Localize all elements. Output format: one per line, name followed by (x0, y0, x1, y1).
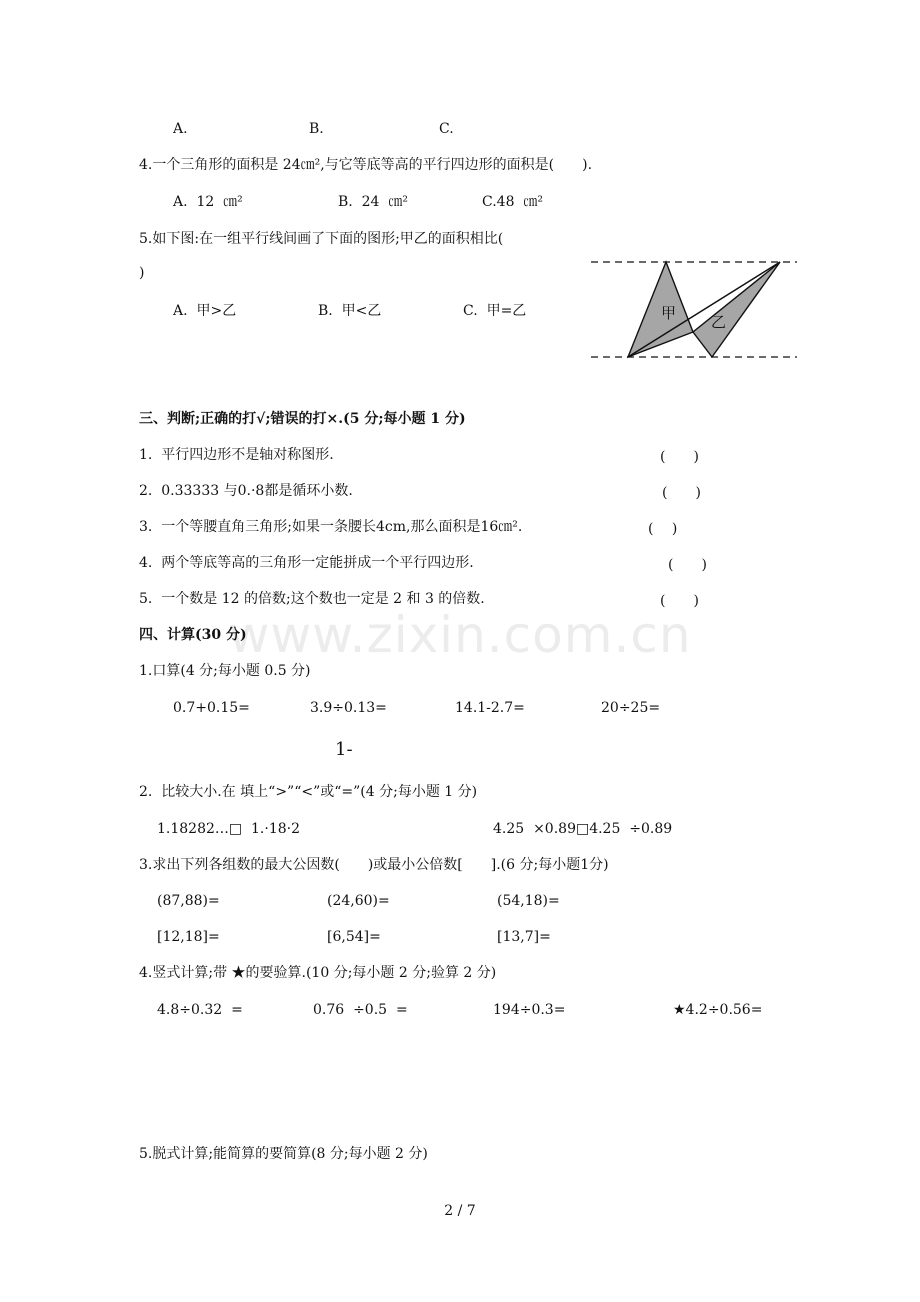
judge-answer-4[interactable]: ( ) (668, 557, 707, 573)
lcm-item: [6,54]= (327, 929, 381, 945)
section-3-title: 三、判断;正确的打√;错误的打×.(5 分;每小题 1 分) (139, 411, 466, 427)
mental-calc-item: 3.9÷0.13= (310, 700, 387, 716)
page-number: 2 / 7 (444, 1203, 476, 1219)
question-4-option-b: B. 24 ㎝² (338, 194, 408, 210)
question-5-stem: 5.如下图:在一组平行线间画了下面的图形;甲乙的面积相比( (139, 231, 504, 247)
triangle-yi (693, 262, 780, 357)
parallel-lines-figure (585, 252, 805, 367)
question-5-option-a: A. 甲>乙 (173, 303, 237, 319)
watermark: www.zixin.com.cn (228, 606, 692, 664)
judge-item-4: 4. 两个等底等高的三角形一定能拼成一个平行四边形. (139, 555, 474, 571)
question-4-stem: 4.一个三角形的面积是 24㎝²,与它等底等高的平行四边形的面积是( ). (139, 157, 593, 173)
question-4-option-c: C.48 ㎝² (482, 194, 543, 210)
compare-item-left: 1.18282…□ 1.·18·2 (157, 821, 301, 837)
judge-item-2: 2. 0.33333 与0.·8都是循环小数. (139, 483, 353, 499)
mental-calc-fragment: 1- (335, 739, 353, 760)
option-a: A. (173, 121, 188, 137)
gcd-item: (87,88)= (157, 893, 220, 909)
question-5-option-c: C. 甲=乙 (463, 303, 527, 319)
option-b: B. (309, 121, 324, 137)
calc-2-title: 2. 比较大小.在 填上“>”“<”或“=”(4 分;每小题 1 分) (139, 784, 478, 800)
gcd-item: (24,60)= (327, 893, 390, 909)
judge-answer-5[interactable]: ( ) (660, 593, 699, 609)
label-jia: 甲 (661, 304, 677, 322)
gcd-item: (54,18)= (497, 893, 560, 909)
judge-answer-3[interactable]: ( ) (648, 521, 678, 537)
vertical-calc-item: ★4.2÷0.56= (673, 1002, 763, 1018)
question-5-option-b: B. 甲<乙 (318, 303, 382, 319)
calc-4-title: 4.竖式计算;带 ★的要验算.(10 分;每小题 2 分;验算 2 分) (139, 965, 497, 981)
section-4-title: 四、计算(30 分) (139, 627, 247, 643)
question-4-option-a: A. 12 ㎝² (173, 194, 243, 210)
vertical-calc-item: 4.8÷0.32 = (157, 1002, 243, 1018)
judge-answer-2[interactable]: ( ) (662, 485, 701, 501)
calc-5-title: 5.脱式计算;能简算的要简算(8 分;每小题 2 分) (139, 1146, 428, 1162)
calc-1-title: 1.口算(4 分;每小题 0.5 分) (139, 663, 311, 679)
calc-3-title: 3.求出下列各组数的最大公因数( )或最小公倍数[ ].(6 分;每小题1分) (139, 857, 609, 873)
judge-item-3: 3. 一个等腰直角三角形;如果一条腰长4cm,那么面积是16㎝². (139, 519, 523, 535)
lcm-item: [13,7]= (497, 929, 551, 945)
mental-calc-item: 20÷25= (601, 700, 661, 716)
judge-item-5: 5. 一个数是 12 的倍数;这个数也一定是 2 和 3 的倍数. (139, 591, 485, 607)
question-5-stem-cont: ) (139, 265, 145, 281)
mental-calc-item: 0.7+0.15= (173, 700, 250, 716)
label-yi: 乙 (711, 313, 727, 331)
judge-item-1: 1. 平行四边形不是轴对称图形. (139, 447, 334, 463)
lcm-item: [12,18]= (157, 929, 220, 945)
mental-calc-item: 14.1-2.7= (455, 700, 525, 716)
judge-answer-1[interactable]: ( ) (660, 449, 699, 465)
vertical-calc-item: 0.76 ÷0.5 = (313, 1002, 408, 1018)
vertical-calc-item: 194÷0.3= (493, 1002, 566, 1018)
option-c: C. (439, 121, 454, 137)
compare-item-right: 4.25 ×0.89□4.25 ÷0.89 (493, 821, 673, 837)
